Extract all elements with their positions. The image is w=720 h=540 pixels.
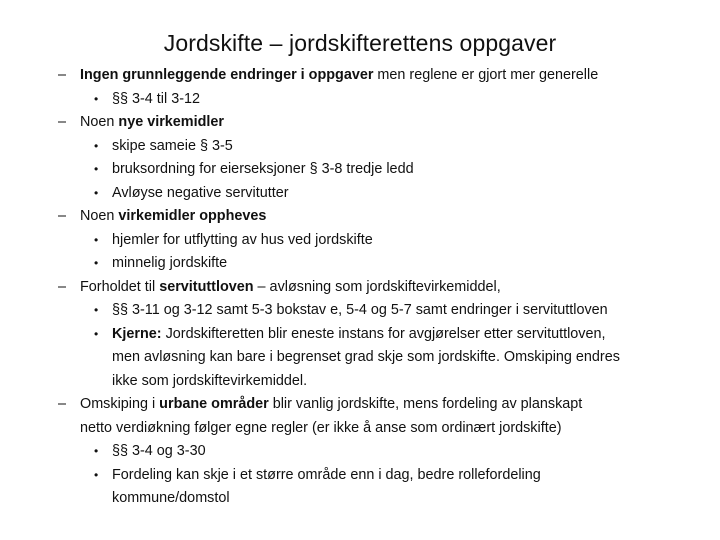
- slide-body: [0, 64, 720, 511]
- sub-bullet-continuation: men avløsning kan bare i begrenset grad skje som jordskifte. Omskiping endres: [112, 349, 620, 365]
- sub-bullet: [0, 182, 720, 206]
- dash-marker: –: [58, 67, 67, 83]
- sub-bullet: [0, 135, 720, 159]
- bullet-1-text: men reglene er gjort mer generelle: [373, 67, 599, 83]
- sub-bullet-text: Fordeling kan skje i et større område enn i dag, bedre rollefordeling: [112, 466, 541, 483]
- bullet-4-pre: Forholdet til: [80, 278, 160, 295]
- bullet-continuation: netto verdiøkning følger egne regler (er ikke å anse som ordinært jordskifte): [80, 419, 562, 436]
- sub-bullet-bold: Kjerne:: [112, 325, 162, 342]
- sub-bullet: [0, 229, 720, 253]
- dash-marker: –: [58, 208, 67, 224]
- sub-bullet-text: hjemler for utflytting av hus ved jordskifte: [112, 231, 373, 248]
- sub-bullet-text: minnelig jordskifte: [112, 255, 228, 271]
- slide-title: Jordskifte – jordskifterettens oppgaver: [163, 30, 557, 56]
- dot-marker: •: [94, 232, 99, 247]
- bullet-1: [0, 64, 720, 88]
- bullet-3: [0, 205, 720, 229]
- sub-bullet-text: §§ 3-4 til 3-12: [112, 90, 200, 107]
- bullet-5: [0, 393, 720, 417]
- bullet-2-pre: Noen: [80, 114, 119, 130]
- dash-marker: –: [58, 396, 67, 412]
- bullet-5-pre: Omskiping i: [80, 396, 160, 412]
- dot-marker: •: [94, 444, 99, 458]
- bullet-3-bold: virkemidler oppheves: [118, 208, 267, 224]
- sub-bullet: [0, 323, 720, 347]
- dot-marker: •: [94, 303, 99, 317]
- dot-marker: •: [94, 138, 99, 153]
- bullet-1-bold: Ingen grunnleggende endringer i oppgaver: [80, 67, 374, 83]
- bullet-5-bold: urbane områder: [159, 396, 269, 412]
- bullet-2-bold: nye virkemidler: [118, 114, 224, 130]
- sub-bullet: [0, 440, 720, 464]
- dot-marker: •: [94, 91, 99, 106]
- sub-bullet-text: Avløyse negative servitutter: [112, 184, 289, 201]
- dash-marker: –: [58, 278, 67, 295]
- sub-bullet: [0, 88, 720, 112]
- sub-bullet-continuation: ikke som jordskiftevirkemiddel.: [112, 372, 308, 389]
- sub-bullet-text: §§ 3-11 og 3-12 samt 5-3 bokstav e, 5-4 og 5-7 samt endringer i servituttloven: [112, 302, 608, 318]
- dot-marker: •: [94, 256, 99, 270]
- dot-marker: •: [94, 185, 99, 200]
- bullet-4-text: – avløsning som jordskiftevirkemiddel,: [253, 278, 501, 295]
- dot-marker: •: [94, 467, 99, 482]
- bullet-4: [0, 276, 720, 300]
- dot-marker: •: [94, 326, 99, 341]
- sub-bullet-text: §§ 3-4 og 3-30: [112, 443, 206, 459]
- bullet-3-pre: Noen: [80, 208, 119, 224]
- sub-bullet-text: bruksordning for eierseksjoner § 3-8 tredje ledd: [112, 161, 414, 177]
- sub-bullet: [0, 464, 720, 488]
- dot-marker: •: [94, 162, 99, 176]
- bullet-5-text: blir vanlig jordskifte, mens fordeling av planskapt: [268, 396, 583, 412]
- sub-bullet: [0, 299, 720, 323]
- sub-bullet-text: Jordskifteretten blir eneste instans for avgjørelser etter servituttloven,: [161, 325, 606, 342]
- sub-bullet: [0, 158, 720, 182]
- sub-bullet-text: skipe sameie § 3-5: [112, 137, 233, 154]
- bullet-4-bold: servituttloven: [159, 278, 254, 295]
- sub-bullet-continuation: kommune/domstol: [112, 490, 230, 506]
- sub-bullet: [0, 252, 720, 276]
- dash-marker: –: [58, 114, 67, 130]
- bullet-2: [0, 111, 720, 135]
